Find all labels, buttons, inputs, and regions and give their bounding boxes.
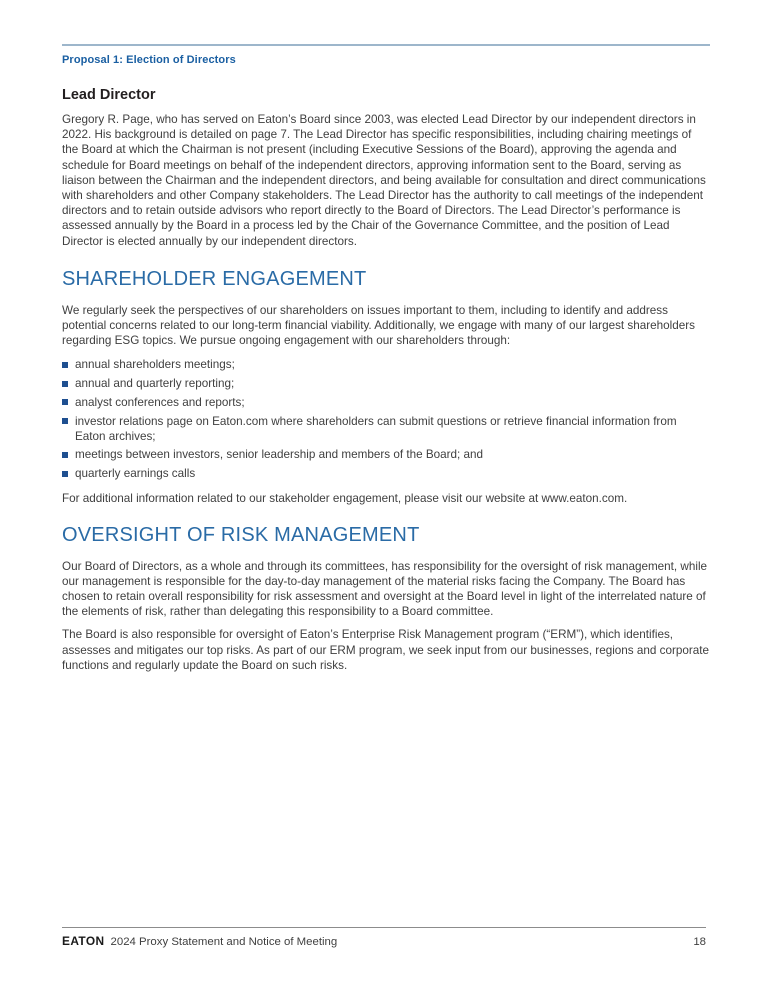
list-item-text: annual shareholders meetings; — [75, 358, 235, 372]
list-item-text: analyst conferences and reports; — [75, 395, 245, 409]
list-item — [62, 357, 710, 372]
shareholder-engagement-outro: For additional information related to our stakeholder engagement, please visit our website at www.eaton.com. — [62, 492, 628, 506]
lead-director-paragraph: Gregory R. Page, who has served on Eaton’s Board since 2003, was elected Lead Director by our independent directors in 2022. His background is detailed on page 7. The Lead Director has specific responsibilities, including chairing meetings of the Board at which the Chairman is not present (including Executive Sessions of the Board), approving the agenda and schedule for Board meetings on behalf of the independent directors, approving information sent to the Board, serving as liaison between the Chairman and the independent directors, and being available for consultation and direct communications with shareholders and other Company stakeholders. The Lead Director has the authority to call meetings of the independent directors and to retain outside advisors who report directly to the Board of Directors. The Lead Director’s performance is assessed annually by the Board in a process led by the Chair of the Governance Committee, and the position of Lead Director is elected annually by our independent directors. — [62, 113, 706, 248]
list-item — [62, 395, 710, 410]
page-footer — [62, 927, 706, 948]
risk-management-paragraph-1: Our Board of Directors, as a whole and through its committees, has responsibility for the oversight of risk management, while our management is responsible for the day-to-day management of the material risks facing the Company. The Board has chosen to retain overall responsibility for risk assessment and oversight at the Board level in light of the interrelated nature of the elements of risk, rather than delegating this responsibility to a Board committee. — [62, 559, 708, 619]
section-eyebrow: Proposal 1: Election of Directors — [62, 54, 236, 66]
list-item-text: investor relations page on Eaton.com where shareholders can submit questions or retrieve financial information from Eaton archives; — [75, 414, 677, 443]
list-item — [62, 414, 710, 444]
engagement-bullet-list — [62, 357, 710, 481]
bullet-square-icon — [62, 362, 68, 368]
lead-director-heading: Lead Director — [62, 87, 156, 103]
bullet-square-icon — [62, 399, 68, 405]
footer-document-title: 2024 Proxy Statement and Notice of Meeting — [110, 936, 338, 948]
list-item-text: annual and quarterly reporting; — [75, 377, 235, 391]
bullet-square-icon — [62, 452, 68, 458]
list-item-text: quarterly earnings calls — [75, 467, 196, 481]
bullet-square-icon — [62, 471, 68, 477]
footer-brand: EATON — [62, 934, 105, 948]
risk-management-paragraph-2: The Board is also responsible for oversight of Eaton’s Enterprise Risk Management program (“ERM”), which identifies, assesses and mitigates our top risks. As part of our ERM program, we seek input from our businesses, regions and corporate functions and regularly update the Board on such risks. — [62, 628, 710, 672]
bullet-square-icon — [62, 418, 68, 424]
list-item — [62, 376, 710, 391]
top-divider — [62, 44, 710, 46]
list-item — [62, 447, 710, 462]
page-content — [62, 0, 710, 673]
shareholder-engagement-intro: We regularly seek the perspectives of our shareholders on issues important to them, including to identify and address potential concerns related to our long-term financial viability. Additionally, we engage with many of our largest shareholders regarding ESG topics. We pursue ongoing engagement with our shareholders through: — [62, 303, 695, 348]
risk-management-heading: OVERSIGHT OF RISK MANAGEMENT — [62, 523, 420, 546]
list-item — [62, 466, 710, 481]
bullet-square-icon — [62, 381, 68, 387]
shareholder-engagement-heading: SHAREHOLDER ENGAGEMENT — [62, 267, 367, 290]
footer-page-number: 18 — [693, 936, 706, 948]
list-item-text: meetings between investors, senior leadership and members of the Board; and — [75, 448, 483, 462]
